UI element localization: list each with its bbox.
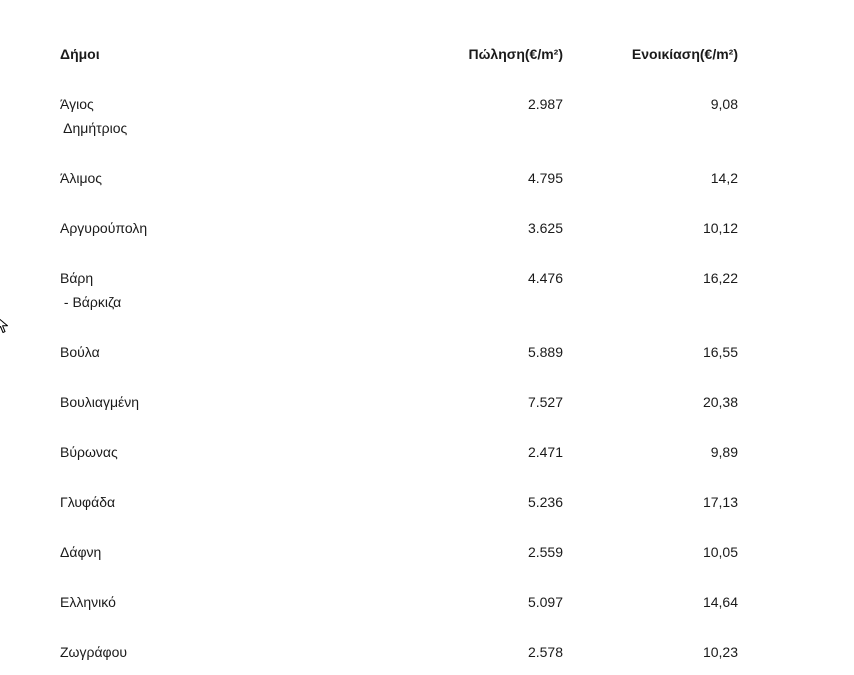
municipality-name: Βουλιαγμένη [60,394,140,410]
header-rent-price: Ενοικίαση(€/m²) [631,46,738,62]
municipality-name: Άγιος Δημήτριος [60,96,128,136]
sale-price: 2.987 [527,96,563,112]
rent-price: 20,38 [702,394,738,410]
sale-price: 5.236 [527,494,563,510]
municipality-name: Ελληνικό [60,594,116,610]
municipality-name: Βούλα [60,344,100,360]
sale-price: 3.625 [527,220,563,236]
municipality-name: Ζωγράφου [60,644,128,660]
municipality-name: Βύρωνας [60,444,118,460]
municipality-name: Δάφνη [60,544,102,560]
sale-price: 4.795 [527,170,563,186]
rent-price: 16,55 [702,344,738,360]
sale-price: 5.889 [527,344,563,360]
rent-price: 9,89 [710,444,738,460]
rent-price: 10,23 [702,644,738,660]
header-sale-price: Πώληση(€/m²) [468,46,563,62]
header-municipality: Δήμοι [60,46,100,62]
municipality-name: Γλυφάδα [60,494,116,510]
municipality-name: Βάρη - Βάρκιζα [60,270,122,310]
sale-price: 7.527 [527,394,563,410]
municipality-name: Αργυρούπολη [60,220,148,236]
sale-price: 4.476 [527,270,563,286]
rent-price: 10,05 [702,544,738,560]
sale-price: 2.559 [527,544,563,560]
sale-price: 2.578 [527,644,563,660]
rent-price: 17,13 [702,494,738,510]
rent-price: 16,22 [702,270,738,286]
rent-price: 14,64 [702,594,738,610]
mouse-cursor-icon [0,316,10,334]
sale-price: 2.471 [527,444,563,460]
sale-price: 5.097 [527,594,563,610]
rent-price: 10,12 [702,220,738,236]
rent-price: 14,2 [710,170,738,186]
rent-price: 9,08 [710,96,738,112]
municipality-name: Άλιμος [60,170,103,186]
